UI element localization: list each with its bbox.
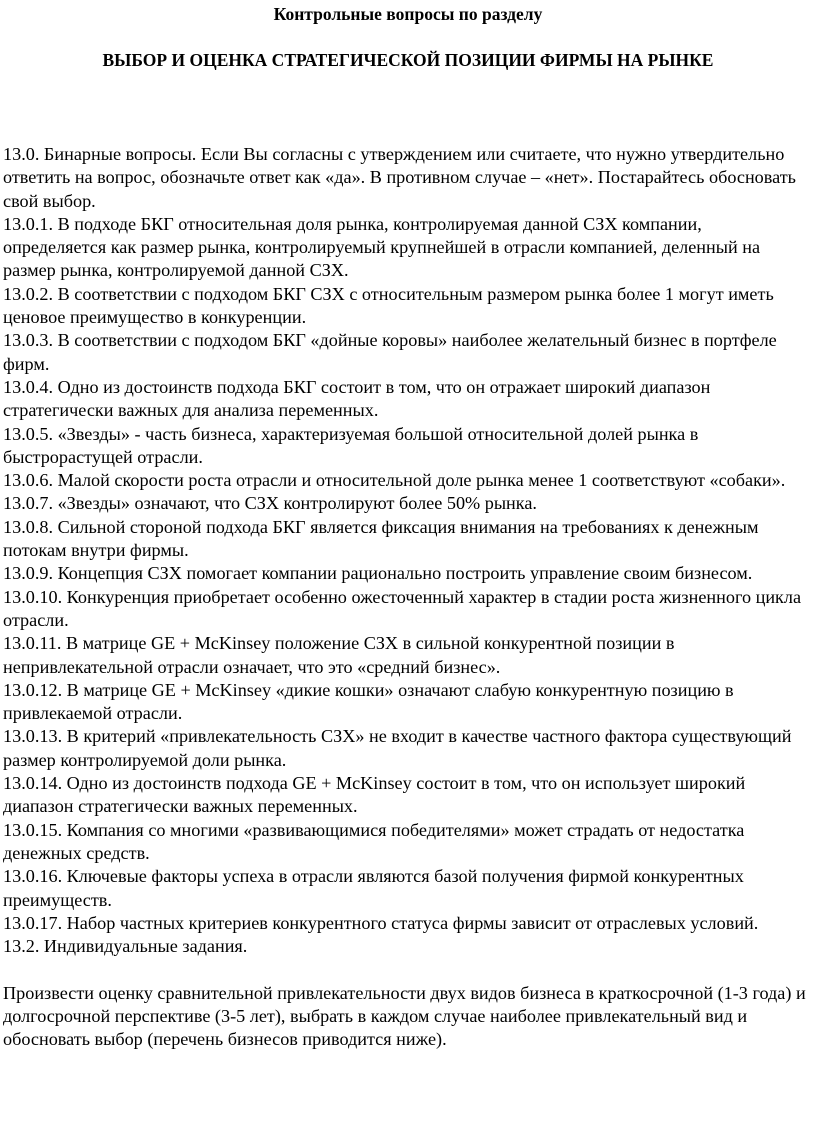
question-item: 13.0.1. В подходе БКГ относительная доля рынка, контролируемая данной СЗХ компании, определяется как размер рынка, контролируемый крупнейшей в отрасли компанией, деленный на размер рынка, контролируемой данной СЗХ. xyxy=(3,213,761,281)
question-item: 13.0.15. Компания со многими «развивающимися победителями» может страдать от недостатка денежных средств. xyxy=(3,819,745,863)
section-heading: ВЫБОР И ОЦЕНКА СТРАТЕГИЧЕСКОЙ ПОЗИЦИИ ФИРМЫ НА РЫНКЕ xyxy=(102,50,714,70)
intro-paragraph: 13.0. Бинарные вопросы. Если Вы согласны с утверждением или считаете, что нужно утвердительно ответить на вопрос, обозначьте ответ как «да». В противном случае – «нет». Постарайтесь обосновать свой выбор. xyxy=(3,144,796,211)
question-item: 13.0.6. Малой скорости роста отрасли и относительной доле рынка менее 1 соответствуют «собаки». xyxy=(3,470,786,491)
question-item: 13.0.17. Набор частных критериев конкурентного статуса фирмы зависит от отраслевых условий. xyxy=(3,912,759,933)
question-item: 13.0.4. Одно из достоинств подхода БКГ состоит в том, что он отражает широкий диапазон стратегически важных для анализа переменных. xyxy=(3,376,711,421)
question-item: 13.0.9. Концепция СЗХ помогает компании рационально построить управление своим бизнесом. xyxy=(3,563,753,584)
question-item: 13.0.16. Ключевые факторы успеха в отрасли являются базой получения фирмой конкурентных преимуществ. xyxy=(3,866,744,910)
question-item: 13.0.11. В матрице GE + McKinsey положение СЗХ в сильной конкурентной позиции в непривлекательной отрасли означает, что это «средний бизнес». xyxy=(3,633,675,677)
question-item: 13.0.10. Конкуренция приобретает особенно ожесточенный характер в стадии роста жизненного цикла отрасли. xyxy=(3,586,802,630)
question-item: 13.0.3. В соответствии с подходом БКГ «дойные коровы» наиболее желательный бизнес в портфеле фирм. xyxy=(3,330,777,374)
question-item: 13.0.8. Сильной стороной подхода БКГ является фиксация внимания на требованиях к денежным потокам внутри фирмы. xyxy=(3,516,759,561)
section-2-heading: 13.2. Индивидуальные задания. xyxy=(3,936,248,957)
question-item: 13.0.14. Одно из достоинств подхода GE + McKinsey состоит в том, что он использует широкий диапазон стратегически важных переменных. xyxy=(3,773,746,817)
paragraph-spacer xyxy=(3,958,809,981)
question-item: 13.0.12. В матрице GE + McKinsey «дикие кошки» означают слабую конкурентную позицию в привлекаемой отрасли. xyxy=(3,679,734,724)
question-item: 13.0.2. В соответствии с подходом БКГ СЗХ с относительным размером рынка более 1 могут иметь ценовое преимущество в конкуренции. xyxy=(3,283,774,328)
question-item: 13.0.13. В критерий «привлекательность СЗХ» не входит в качестве частного фактора существующий размер контролируемой доли рынка. xyxy=(3,726,792,770)
question-item: 13.0.5. «Звезды» - часть бизнеса, характеризуемая большой относительной долей рынка в быстрорастущей отрасли. xyxy=(3,423,699,467)
question-item: 13.0.7. «Звезды» означают, что СЗХ контролируют более 50% рынка. xyxy=(3,493,537,514)
task-paragraph: Произвести оценку сравнительной привлекательности двух видов бизнеса в краткосрочной (1-3 года) и долгосрочной перспективе (3-5 лет), выбрать в каждом случае наиболее привлекательный вид и обосновать выбор (перечень бизнесов приводится ниже). xyxy=(3,982,806,1050)
document-body xyxy=(3,143,809,1052)
document-title: Контрольные вопросы по разделу xyxy=(273,4,543,24)
